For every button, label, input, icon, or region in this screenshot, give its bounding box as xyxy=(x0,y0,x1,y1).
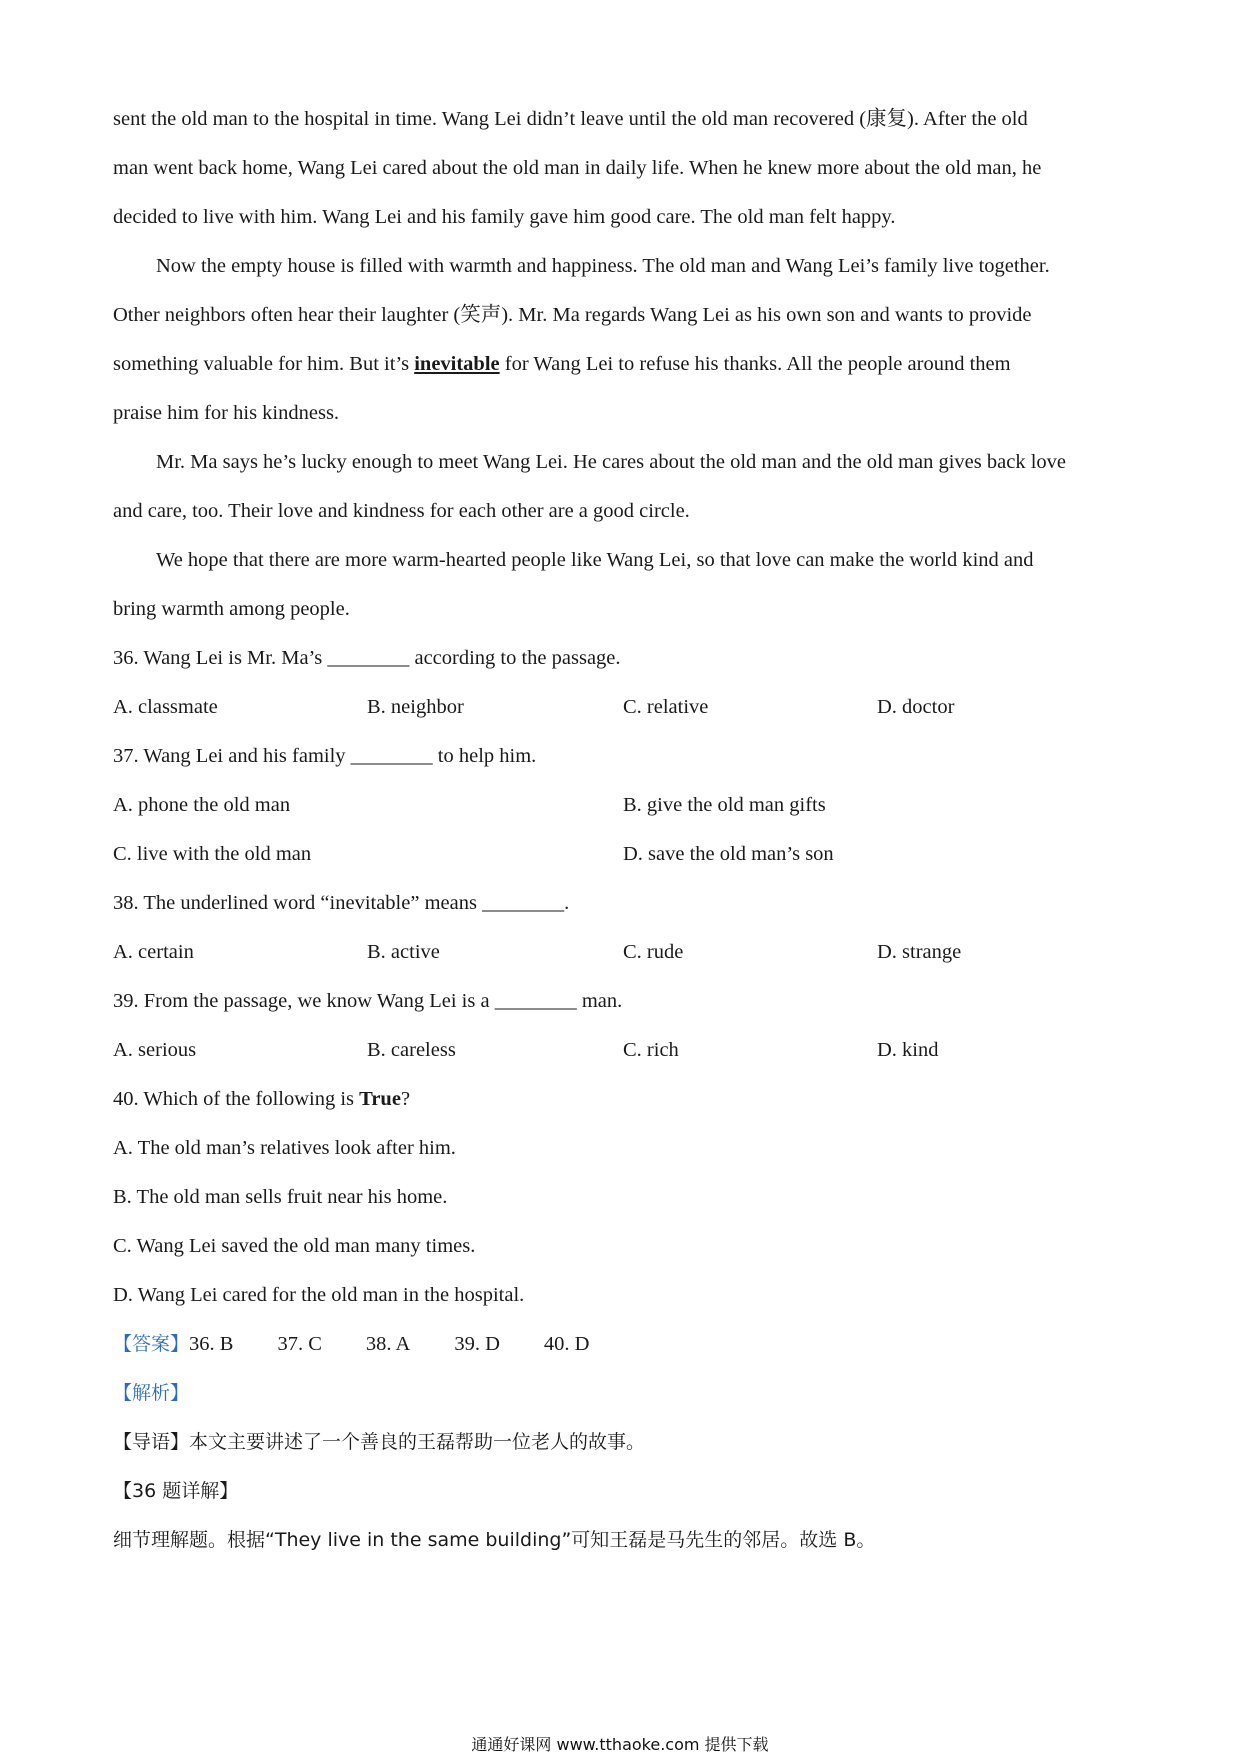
question-38-option-b: B. active xyxy=(367,941,440,963)
question-36-option-c: C. relative xyxy=(623,696,709,718)
question-40-option-b: B. The old man sells fruit near his home. xyxy=(113,1186,448,1208)
passage-line-7: praise him for his kindness. xyxy=(113,402,340,424)
passage-line-1: sent the old man to the hospital in time. Wang Lei didn’t leave until the old man recovered (康复). After the old xyxy=(113,108,1028,130)
question-39-stem: 39. From the passage, we know Wang Lei is a ________ man. xyxy=(113,990,623,1012)
question-37-option-d: D. save the old man’s son xyxy=(623,843,834,865)
question-40-option-d: D. Wang Lei cared for the old man in the hospital. xyxy=(113,1284,525,1306)
analysis-label: 【解析】 xyxy=(113,1382,190,1404)
answer-item: 39. D xyxy=(454,1333,500,1355)
answer-row xyxy=(113,1332,589,1356)
question-39-option-d: D. kind xyxy=(877,1039,939,1061)
question-40-stem-post: ? xyxy=(400,1088,411,1110)
question-40-stem-pre: 40. Which of the following is xyxy=(113,1088,360,1110)
question-40-stem xyxy=(113,1087,410,1111)
question-39-option-c: C. rich xyxy=(623,1039,679,1061)
answer-item: 36. B xyxy=(189,1333,234,1355)
question-40-option-a: A. The old man’s relatives look after him. xyxy=(113,1137,456,1159)
question-38-option-a: A. certain xyxy=(113,941,194,963)
question-40-stem-bold: True xyxy=(359,1088,401,1110)
passage-line-6-post: for Wang Lei to refuse his thanks. All the people around them xyxy=(499,353,1011,375)
passage-line-9: and care, too. Their love and kindness for each other are a good circle. xyxy=(113,500,690,522)
question-38-stem: 38. The underlined word “inevitable” means ________. xyxy=(113,892,570,914)
question-40-option-c: C. Wang Lei saved the old man many times. xyxy=(113,1235,476,1257)
passage-line-8: Mr. Ma says he’s lucky enough to meet Wang Lei. He cares about the old man and the old man gives back love xyxy=(156,451,1066,473)
question-37-stem: 37. Wang Lei and his family ________ to help him. xyxy=(113,745,537,767)
passage-line-6-pre: something valuable for him. But it’s xyxy=(113,353,415,375)
passage-line-3: decided to live with him. Wang Lei and his family gave him good care. The old man felt happy. xyxy=(113,206,896,228)
answer-item: 38. A xyxy=(365,1333,411,1355)
underlined-word: inevitable xyxy=(414,353,500,375)
passage-line-10: We hope that there are more warm-hearted people like Wang Lei, so that love can make the world kind and xyxy=(156,549,1034,571)
question-38-option-d: D. strange xyxy=(877,941,962,963)
answer-item: 37. C xyxy=(277,1333,322,1355)
passage-line-4: Now the empty house is filled with warmth and happiness. The old man and Wang Lei’s family live together. xyxy=(156,255,1050,277)
question-36-option-b: B. neighbor xyxy=(367,696,464,718)
question-38-option-c: C. rude xyxy=(623,941,684,963)
question-37-option-a: A. phone the old man xyxy=(113,794,291,816)
question-37-option-b: B. give the old man gifts xyxy=(623,794,826,816)
page-footer: 通通好课网 www.tthaoke.com 提供下载 xyxy=(471,1735,769,1754)
question-36-option-d: D. doctor xyxy=(877,696,955,718)
passage-line-2: man went back home, Wang Lei cared about the old man in daily life. When he knew more about the old man, he xyxy=(113,157,1042,179)
analysis-intro: 【导语】本文主要讲述了一个善良的王磊帮助一位老人的故事。 xyxy=(113,1431,646,1453)
question-39-option-b: B. careless xyxy=(367,1039,456,1061)
passage-line-6 xyxy=(113,352,1011,376)
passage-line-5: Other neighbors often hear their laughter (笑声). Mr. Ma regards Wang Lei as his own son and wants to provide xyxy=(113,304,1032,326)
question-39-option-a: A. serious xyxy=(113,1039,197,1061)
passage-line-11: bring warmth among people. xyxy=(113,598,350,620)
analysis-q36-heading: 【36 题详解】 xyxy=(113,1480,239,1502)
analysis-q36-text: 细节理解题。根据“They live in the same building”可知王磊是马先生的邻居。故选 B。 xyxy=(113,1529,876,1551)
answer-item: 40. D xyxy=(543,1333,590,1355)
question-36-option-a: A. classmate xyxy=(113,696,218,718)
question-36-stem: 36. Wang Lei is Mr. Ma’s ________ according to the passage. xyxy=(113,647,621,669)
question-37-option-c: C. live with the old man xyxy=(113,843,312,865)
answer-label: 【答案】 xyxy=(113,1333,190,1355)
